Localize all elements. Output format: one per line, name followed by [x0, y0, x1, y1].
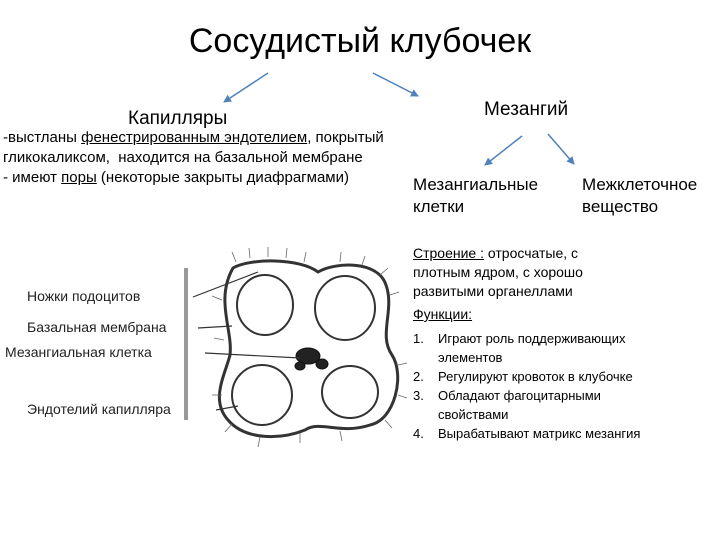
desc-line1-underlined: фенестрированным эндотелием — [81, 129, 308, 146]
list-item-text: Обладают фагоцитарными свойствами — [438, 388, 601, 422]
structure-label: Строение : — [413, 245, 484, 261]
mesangial-cells-line2: клетки — [413, 197, 465, 216]
list-item-text: Играют роль поддерживающих элементов — [438, 331, 626, 365]
label-podocyte-feet: Ножки подоцитов — [27, 288, 141, 304]
desc-line3-b: (некоторые закрыты диафрагмами) — [96, 169, 349, 186]
list-item-text: Вырабатывают матрикс мезангия — [438, 426, 641, 441]
desc-line2: гликокаликсом, находится на базальной мембране — [3, 149, 363, 166]
label-mesangial-cell: Мезангиальная клетка — [5, 344, 152, 360]
label-basal-membrane: Базальная мембрана — [27, 319, 167, 335]
list-item-number: 4. — [413, 426, 424, 441]
list-item-number: 2. — [413, 369, 424, 384]
leader-lines — [193, 272, 300, 410]
capillary-lumen-bottom-left — [232, 365, 292, 425]
desc-line3-a: - имеют — [3, 169, 62, 186]
mesangial-cell-nucleus — [295, 348, 328, 370]
label-capillary-endothelium: Эндотелий капилляра — [27, 401, 171, 417]
list-item-number: 3. — [413, 388, 424, 403]
intercellular-line2: вещество — [582, 197, 659, 216]
capillary-lumen-top-right — [315, 276, 375, 340]
page-title: Сосудистый клубочек — [188, 22, 532, 60]
mesangium-heading: Мезангий — [484, 99, 569, 120]
capillaries-heading: Капилляры — [128, 108, 228, 129]
capillary-lumen-top-left — [237, 275, 293, 335]
functions-label: Функции: — [413, 306, 473, 322]
structure-text: отросчатые, с плотным ядром, с хорошо развитыми органеллами — [413, 245, 583, 299]
desc-line3-underlined: поры — [61, 169, 97, 186]
list-item-text: Регулируют кровоток в клубочке — [438, 369, 633, 384]
list-item-number: 1. — [413, 331, 424, 346]
desc-line1-b: , покрытый — [307, 129, 384, 146]
desc-line1-a: -выстланы — [3, 129, 82, 146]
intercellular-line1: Межклеточное — [582, 175, 698, 194]
capillary-lumen-bottom-right — [322, 366, 378, 418]
mesangial-cells-line1: Мезангиальные — [413, 175, 539, 194]
